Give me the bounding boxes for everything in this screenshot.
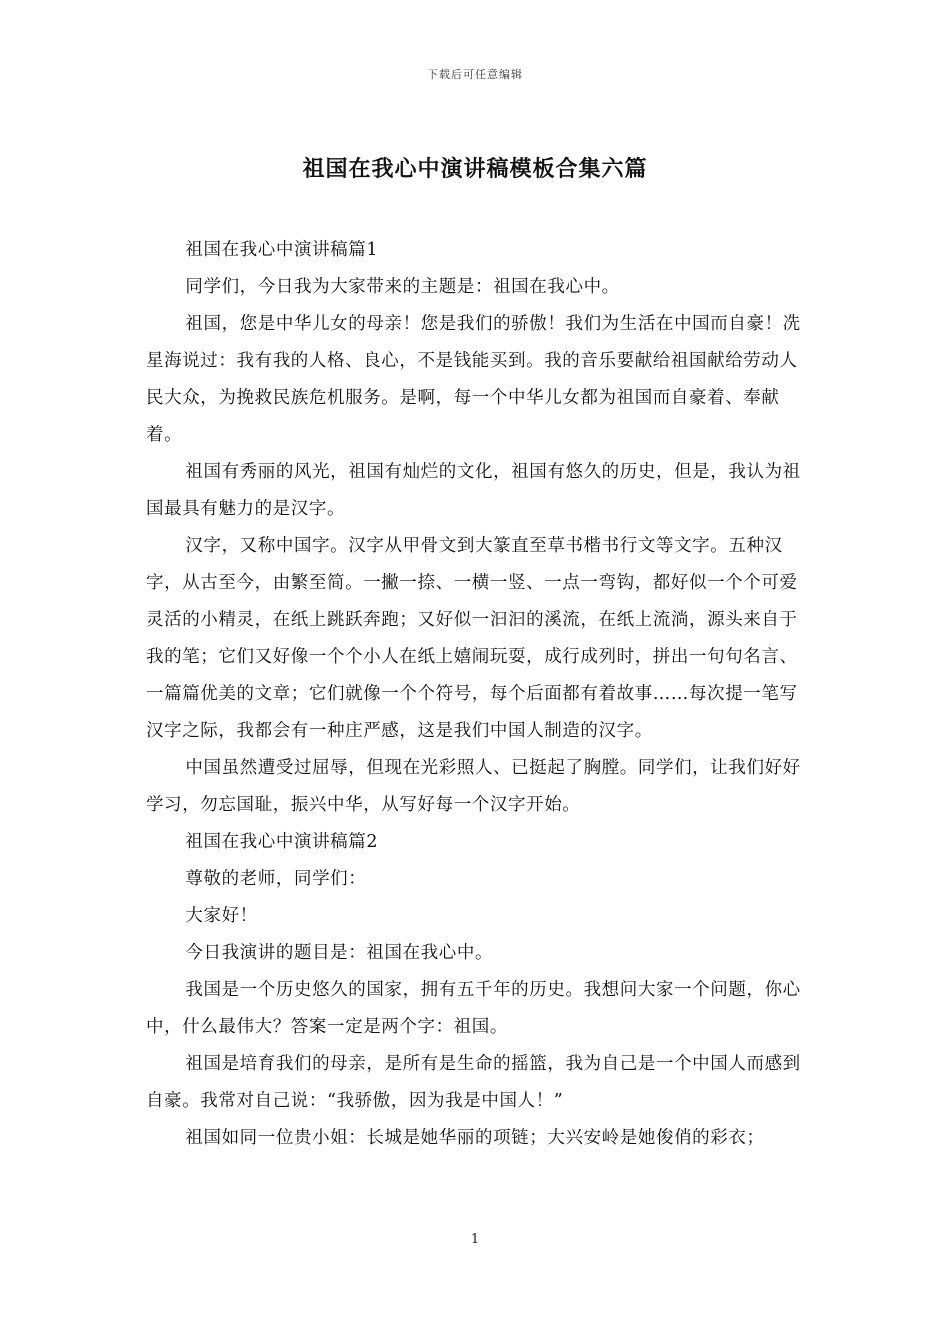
page-number: 1 [470, 1232, 480, 1247]
paragraph: 中国虽然遭受过屈辱，但现在光彩照人、已挺起了胸膛。同学们，让我们好好学习，勿忘国耻，振兴中华，从写好每一个汉字开始。 [146, 758, 801, 815]
section-heading-1: 祖国在我心中演讲稿篇1 [185, 240, 379, 260]
paragraph: 尊敬的老师，同学们： [185, 869, 367, 889]
paragraph: 我国是一个历史悠久的国家，拥有五千年的历史。我想问大家一个问题，你心中，什么最伟大？答案一定是两个字：祖国。 [146, 980, 801, 1037]
paragraph: 祖国，您是中华儿女的母亲！您是我们的骄傲！我们为生活在中国而自豪！冼星海说过：我有我的人格、良心，不是钱能买到。我的音乐要献给祖国献给劳动人民大众，为挽救民族危机服务。是啊，每一个中华儿女都为祖国而自豪着、奉献着。 [146, 314, 801, 445]
paragraph: 祖国如同一位贵小姐：长城是她华丽的项链；大兴安岭是她俊俏的彩衣； [185, 1128, 765, 1148]
paragraph: 汉字，又称中国字。汉字从甲骨文到大篆直至草书楷书行文等文字。五种汉字，从古至今，由繁至简。一撇一捺、一横一竖、一点一弯钩，都好似一个个可爱灵活的小精灵，在纸上跳跃奔跑；又好似一汩汩的溪流，在纸上流淌，源头来自于我的笔；它们又好像一个个小人在纸上嬉闹玩耍，成行成列时，拼出一句句名言、一篇篇优美的文章；它们就像一个个符号，每个后面都有着故事……每次提一笔写汉字之际，我都会有一种庄严感，这是我们中国人制造的汉字。 [146, 536, 798, 741]
section-heading-2: 祖国在我心中演讲稿篇2 [185, 832, 379, 852]
paragraph: 同学们，今日我为大家带来的主题是：祖国在我心中。 [185, 277, 620, 297]
paragraph: 祖国是培育我们的母亲，是所有是生命的摇篮，我为自己是一个中国人而感到自豪。我常对自己说：“我骄傲，因为我是中国人！” [146, 1054, 801, 1111]
paragraph: 大家好！ [185, 906, 258, 926]
document-title: 祖国在我心中演讲稿模板合集六篇 [302, 156, 648, 182]
header-note: 下载后可任意编辑 [427, 68, 523, 81]
paragraph: 祖国有秀丽的风光，祖国有灿烂的文化，祖国有悠久的历史，但是，我认为祖国最具有魅力的是汉字。 [146, 462, 801, 519]
document-body [146, 232, 810, 1157]
paragraph: 今日我演讲的题目是：祖国在我心中。 [185, 943, 494, 963]
